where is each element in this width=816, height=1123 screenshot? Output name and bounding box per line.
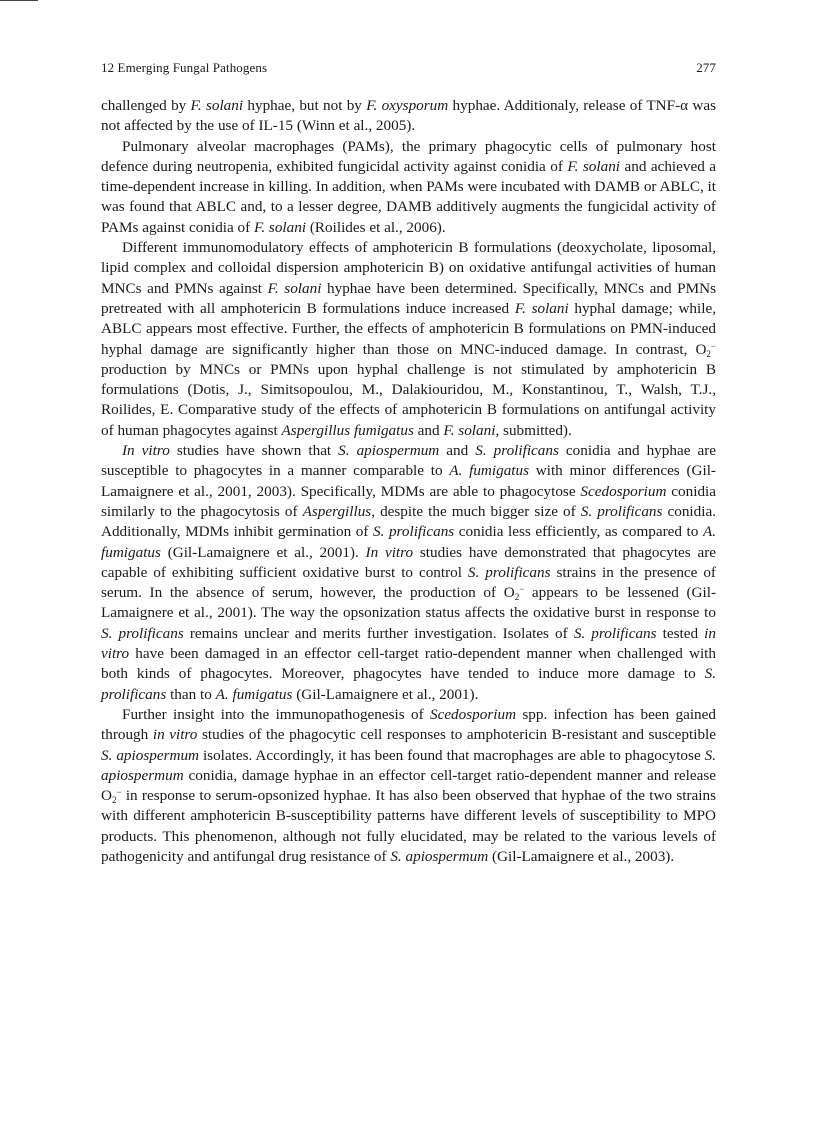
paragraph bbox=[101, 238, 716, 441]
italic-run: Aspergillus fumigatus bbox=[281, 421, 414, 439]
italic-run: S. prolificans bbox=[467, 563, 551, 581]
subscript: 2 bbox=[706, 348, 711, 359]
italic-run: In vitro bbox=[122, 442, 170, 460]
italic-run: S. prolificans bbox=[580, 502, 663, 520]
superscript: − bbox=[710, 340, 716, 351]
body-text bbox=[101, 96, 716, 867]
text-run: hyphae. Additionaly, release of TNF-α was not affected by the use of IL-15 (Winn et al., 2005). bbox=[101, 97, 717, 135]
text-run: and bbox=[439, 442, 476, 460]
text-run: , despite the much bigger size of bbox=[371, 502, 581, 520]
italic-run: Scedosporium bbox=[429, 705, 517, 723]
paragraph bbox=[101, 137, 716, 238]
text-run: isolates. Accordingly, it has been found that macrophages are able to phagocytose bbox=[199, 746, 705, 764]
text-run: spp. infection has been gained through bbox=[101, 705, 716, 744]
running-head bbox=[101, 60, 716, 76]
text-run: than to bbox=[166, 685, 216, 703]
text-run: hyphal damage; while, ABLC appears most effective. Further, the effects of amphotericin B formulations on PMN-induced hyphal damage are significantly higher than those on MNC-induced damage. In contrast, O bbox=[101, 299, 716, 358]
italic-run: F. solani bbox=[514, 299, 569, 317]
text-run: hyphae have been determined. Specifically, MNCs and PMNs pretreated with all amphotericin B formulations induce increased bbox=[101, 279, 716, 317]
italic-run: S. apiospermum bbox=[338, 442, 440, 460]
text-run: and bbox=[413, 421, 444, 439]
text-run: (Gil-Lamaignere et al., 2001). bbox=[160, 543, 366, 561]
text-run: Different immunomodulatory effects of amphotericin B formulations (deoxycholate, liposomal, lipid complex and colloidal dispersion amphotericin B) on oxidative antifungal activities of human MNCs and PMNs against bbox=[101, 239, 716, 297]
italic-run: in vitro bbox=[101, 624, 716, 663]
paragraph bbox=[101, 441, 716, 705]
page-number: 277 bbox=[696, 60, 716, 75]
text-run: production by MNCs or PMNs upon hyphal challenge is not stimulated by amphotericin B formulations (Dotis, J., Simitsopoulou, M., Dalakiouridou, M., Konstantinou, T., Walsh, T.J., Roilides, E. Comparative study of the effects of amphotericin B formulations on antifungal activity of human phagocytes against bbox=[101, 360, 716, 439]
text-run: studies have shown that bbox=[169, 442, 339, 460]
text-run: challenged by bbox=[101, 97, 191, 114]
text-run: hyphae, but not by bbox=[243, 97, 367, 114]
italic-run: F. oxysporum bbox=[366, 97, 449, 114]
italic-run: S. prolificans bbox=[573, 624, 657, 642]
text-run: and achieved a time-dependent increase in killing. In addition, when PAMs were incubated with DAMB or ABLC, it was found that ABLC and, to a lesser degree, DAMB additively augments the fungicidal activity of PAMs against conidia of bbox=[101, 157, 717, 236]
text-run: conidia less efficiently, as compared to bbox=[454, 523, 703, 541]
italic-run: in vitro bbox=[152, 726, 198, 744]
italic-run: F. solani bbox=[567, 157, 621, 175]
italic-run: In vitro bbox=[365, 543, 414, 561]
italic-run: A. fumigatus bbox=[101, 523, 717, 561]
italic-run: A. fumigatus bbox=[449, 462, 530, 480]
italic-run: S. apiospermum bbox=[101, 746, 717, 784]
paragraph bbox=[101, 705, 716, 867]
text-run: Pulmonary alveolar macrophages (PAMs), the primary phagocytic cells of pulmonary host defence during neutropenia, exhibited fungicidal activity against conidia of bbox=[101, 137, 716, 175]
crop-mark bbox=[0, 0, 38, 1]
italic-run: F. solani bbox=[443, 421, 496, 439]
italic-run: Scedosporium bbox=[580, 482, 667, 500]
text-run: tested bbox=[656, 624, 705, 642]
italic-run: F. solani bbox=[254, 218, 307, 236]
chapter-title: 12 Emerging Fungal Pathogens bbox=[101, 60, 268, 75]
italic-run: S. prolificans bbox=[101, 665, 716, 703]
italic-run: A. fumigatus bbox=[215, 685, 293, 703]
text-run: with minor differences (Gil-Lamaignere et al., 2001, 2003). Specifically, MDMs are able to phagocytose bbox=[101, 462, 716, 500]
superscript: − bbox=[519, 584, 525, 595]
italic-run: S. prolificans bbox=[373, 523, 455, 541]
text-run: (Gil-Lamaignere et al., 2001). bbox=[292, 685, 479, 703]
text-run: remains unclear and merits further investigation. Isolates of bbox=[183, 624, 574, 642]
italic-run: Aspergillus bbox=[302, 502, 372, 520]
italic-run: F. solani bbox=[190, 97, 244, 114]
text-run: conidia similarly to the phagocytosis of bbox=[101, 482, 717, 520]
italic-run: S. apiospermum bbox=[101, 746, 200, 764]
text-run: in response to serum-opsonized hyphae. It has also been observed that hyphae of the two strains with different amphotericin B-susceptibility patterns have different levels of susceptibility to MPO products. This phenomenon, although not fully elucidated, may be related to the various levels of pathogenicity and antifungal drug resistance of bbox=[101, 787, 716, 865]
text-run: Further insight into the immunopathogenesis of bbox=[122, 705, 430, 723]
subscript: 2 bbox=[111, 795, 117, 806]
italic-run: F. solani bbox=[267, 279, 322, 297]
italic-run: S. prolificans bbox=[475, 442, 559, 460]
text-run: conidia and hyphae are susceptible to phagocytes in a manner comparable to bbox=[101, 442, 716, 480]
text-run: (Gil-Lamaignere et al., 2003). bbox=[488, 847, 675, 865]
italic-run: S. prolificans bbox=[101, 624, 184, 642]
text-run: conidia, damage hyphae in an effector cell-target ratio-dependent manner and release O bbox=[101, 766, 716, 805]
text-run: (Roilides et al., 2006). bbox=[306, 218, 446, 236]
text-run: conidia. Additionally, MDMs inhibit germination of bbox=[101, 502, 717, 541]
superscript: − bbox=[116, 787, 122, 798]
paragraph bbox=[101, 96, 716, 137]
text-run: studies have demonstrated that phagocytes are capable of exhibiting sufficient oxidative burst to control bbox=[101, 543, 716, 581]
text-run: have been damaged in an effector cell-target ratio-dependent manner when challenged with both kinds of phagocytes. Moreover, phagocytes have tended to induce more damage to bbox=[101, 645, 716, 683]
text-run: studies of the phagocytic cell responses to amphotericin B-resistant and susceptible bbox=[197, 726, 717, 744]
subscript: 2 bbox=[514, 592, 520, 603]
italic-run: S. apiospermum bbox=[390, 847, 489, 865]
text-run: strains in the presence of serum. In the absence of serum, however, the production of O bbox=[101, 563, 716, 602]
text-run: appears to be lessened (Gil-Lamaignere et al., 2001). The way the opsonization status affects the oxidative burst in response to bbox=[101, 584, 717, 622]
text-run: , submitted). bbox=[495, 421, 572, 439]
